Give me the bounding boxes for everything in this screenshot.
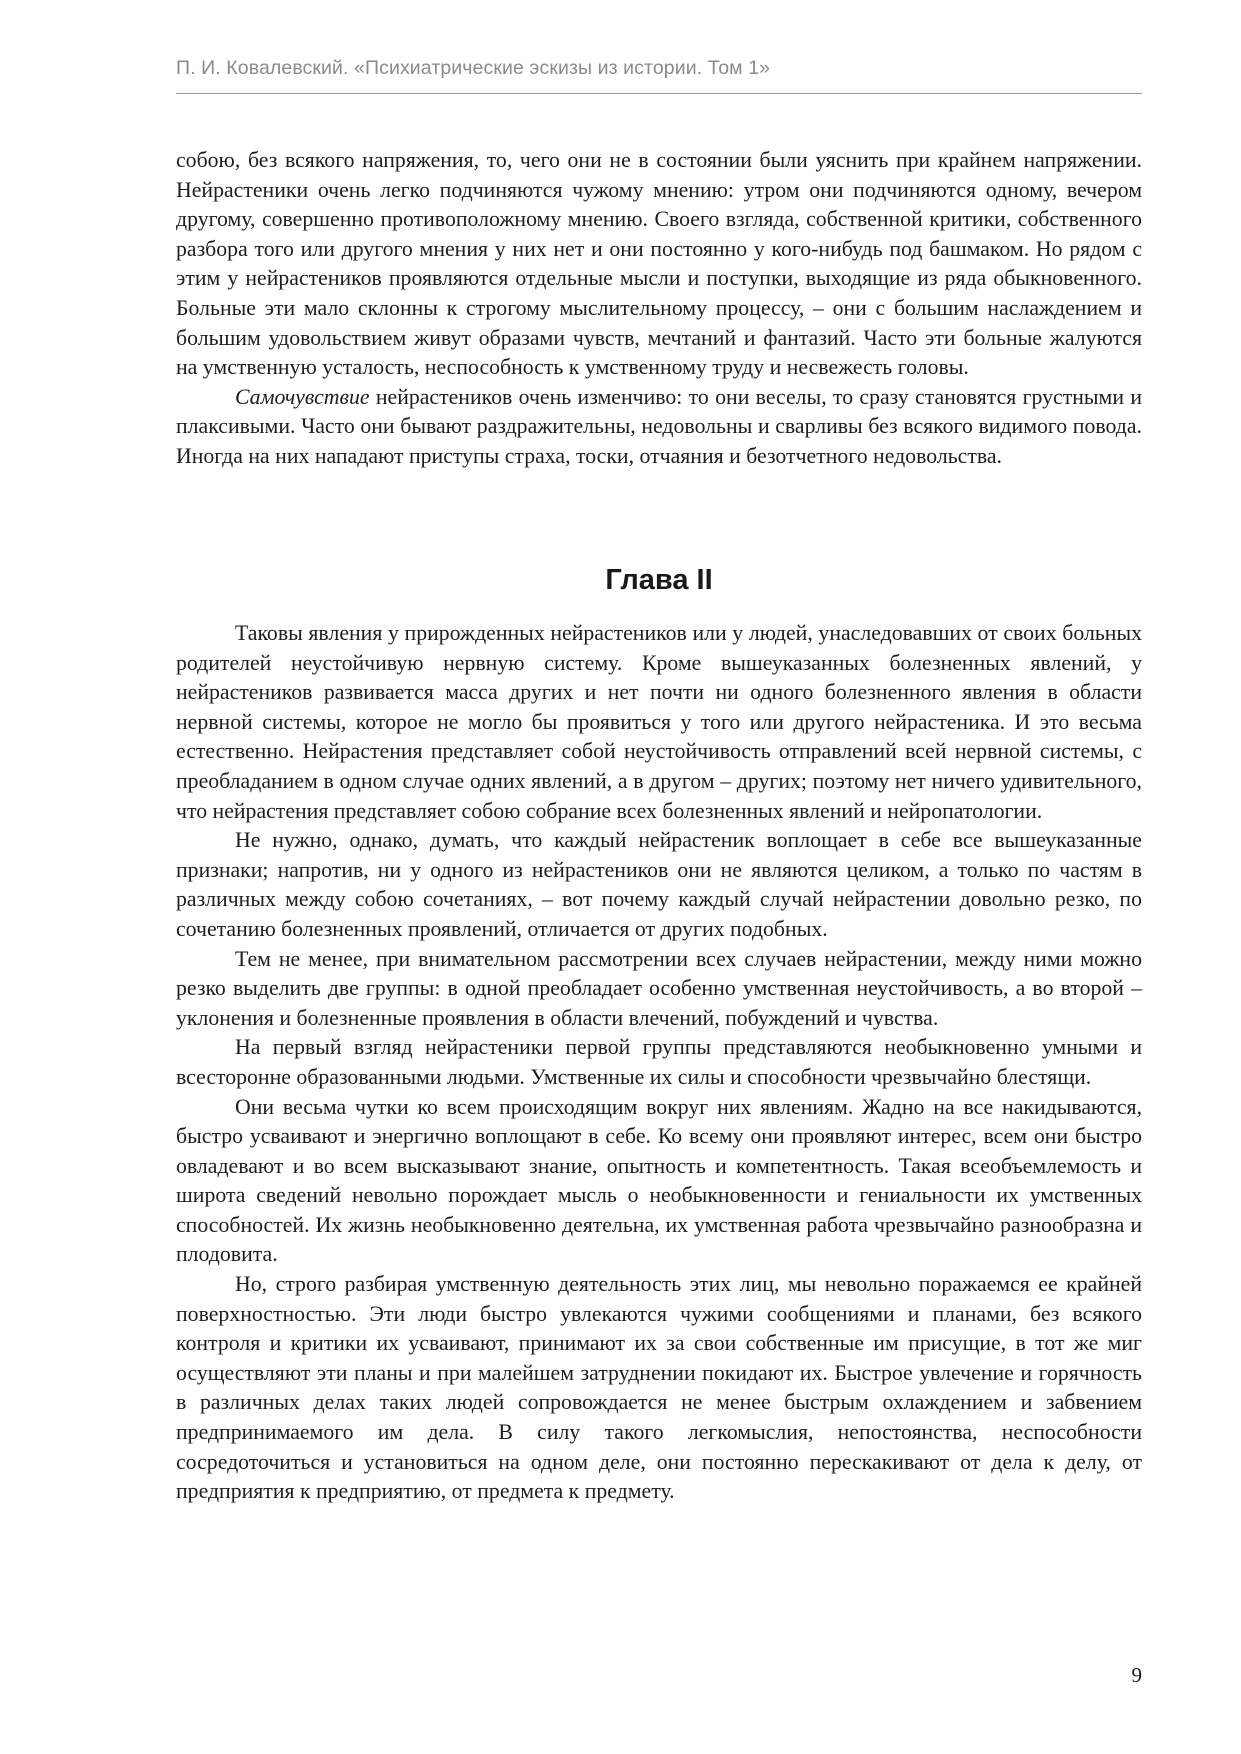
paragraph-8: Но, строго разбирая умственную деятельность этих лиц, мы невольно поражаемся ее крайней поверхностностью. Эти люди быстро увлекаются чужими сообщениями и планами, без всякого контроля и критики их усваивают, принимают их за свои собственные им присущие, в тот же миг осуществляют эти планы и при малейшем затруднении покидают их. Быстрое увлечение и горячность в различных делах таких людей сопровождается не менее быстрым охлаждением и забвением предпринимаемого им дела. В силу такого легкомыслия, непостоянства, неспособности сосредоточиться и установиться на одном деле, они постоянно перескакивают от дела к делу, от предприятия к предприятию, от предмета к предмету. bbox=[176, 1272, 1142, 1504]
paragraph-1: собою, без всякого напряжения, то, чего они не в состоянии были уяснить при крайнем напряжении. Нейрастеники очень легко подчиняются чужому мнению: утром они подчиняются одному, вечером другому, совершенно противоположному мнению. Своего взгляда, собственной критики, собственного разбора того или другого мнения у них нет и они постоянно у кого-нибудь под башмаком. Но рядом с этим у нейрастеников проявляются отдельные мысли и поступки, выходящие из ряда обыкновенного. Больные эти мало склонны к строгому мыслительному процессу, – они с большим наслаждением и большим удовольствием живут образами чувств, мечтаний и фантазий. Часто эти больные жалуются на умственную усталость, неспособность к умственному труду и несвежесть головы. bbox=[176, 148, 1142, 380]
page-number: 9 bbox=[1131, 1663, 1142, 1687]
paragraph-2 bbox=[176, 383, 1142, 472]
paragraph-7: Они весьма чутки ко всем происходящим вокруг них явлениям. Жадно на все накидываются, быстро усваивают и энергично воплощают в себе. Ко всему они проявляют интерес, всем они быстро овладевают и во всем высказывают знание, опытность и компетентность. Такая всеобъемлемость и широта сведений невольно порождает мысль о необыкновенности и гениальности их умственных способностей. Их жизнь необыкновенно деятельна, их умственная работа чрезвычайно разнообразна и плодовита. bbox=[176, 1094, 1142, 1267]
paragraph-6: На первый взгляд нейрастеники первой группы представляются необыкновенно умными и всесторонне образованными людьми. Умственные их силы и способности чрезвычайно блестящи. bbox=[176, 1035, 1142, 1089]
paragraph-4: Не нужно, однако, думать, что каждый нейрастеник воплощает в себе все вышеуказанные признаки; напротив, ни у одного из нейрастеников они не являются целиком, а только по частям в различных между собою сочетаниях, – вот почему каждый случай нейрастении довольно резко, по сочетанию болезненных проявлений, отличается от других подобных. bbox=[176, 828, 1142, 941]
paragraph-5: Тем не менее, при внимательном рассмотрении всех случаев нейрастении, между ними можно резко выделить две группы: в одной преобладает особенно умственная неустойчивость, а во второй – уклонения и болезненные проявления в области влечений, побуждений и чувства. bbox=[176, 946, 1142, 1030]
header-rule bbox=[176, 93, 1142, 94]
chapter-title: Глава II bbox=[605, 564, 713, 596]
text-block-top bbox=[176, 146, 1142, 472]
paragraph-2-text: нейрастеников очень изменчиво: то они веселы, то сразу становятся грустными и плаксивыми. Часто они бывают раздражительны, недовольны и сварливы без всякого видимого повода. Иногда на них нападают приступы страха, тоски, отчаяния и безотчетного недовольства. bbox=[176, 384, 1142, 468]
paragraph-2-emphasis: Самочувствие bbox=[235, 384, 370, 409]
text-block-chapter bbox=[176, 619, 1142, 1507]
running-header: П. И. Ковалевский. «Психиатрические эскизы из истории. Том 1» bbox=[176, 57, 771, 79]
paragraph-3: Таковы явления у прирожденных нейрастеников или у людей, унаследовавших от своих больных родителей неустойчивую нервную систему. Кроме вышеуказанных болезненных явлений, у нейрастеников развивается масса других и нет почти ни одного болезненного явления в области нервной системы, которое не могло бы проявиться у того или другого нейрастеника. И это весьма естественно. Нейрастения представляет собой неустойчивость отправлений всей нервной системы, с преобладанием в одном случае одних явлений, а в другом – других; поэтому нет ничего удивительного, что нейрастения представляет собою собрание всех болезненных явлений и нейропатологии. bbox=[176, 621, 1142, 823]
